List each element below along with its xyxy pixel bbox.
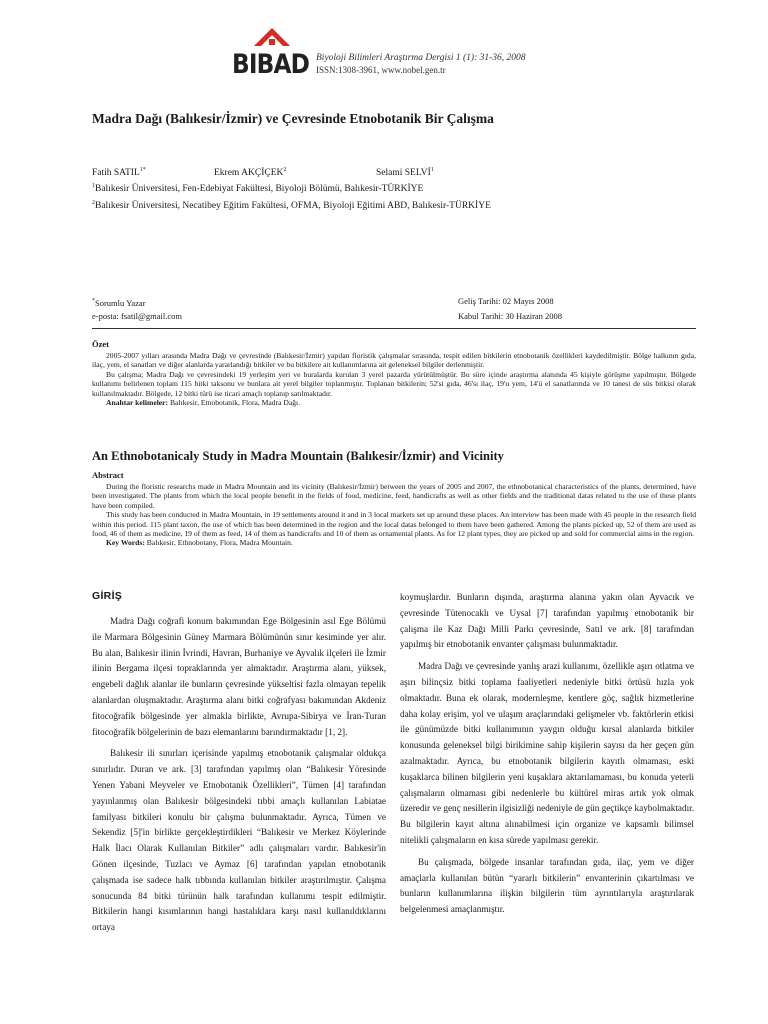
giris-heading: GİRİŞ xyxy=(92,590,123,602)
abstract-paragraph: This study has been conducted in Madra Mountain, in 19 settlements around it and in 3 local markets set up around these places. An interview has been made with 45 people in the research field within this period. 115 plant taxon, the use of which has been determined in the region and the local datas belonged to them have been gathered. Among the plants picked up, 52 of them are used as food, 46 of them as medicine, 19 of them as feed, 14 of them as handicrafts and 10 of them as ornamental plants. As for 12 plant types, they are picked up and sold for commercial aims in the region. xyxy=(92,510,696,539)
author-1: Fatih $SATIL^{1*}$ xyxy=(92,167,146,179)
abstract-heading: Abstract xyxy=(92,470,124,480)
header-divider xyxy=(92,328,696,329)
journal-logo xyxy=(232,26,312,82)
ozet-heading: Özet xyxy=(92,339,109,349)
ozet-paragraph: Bu çalışma; Madra Dağı ve çevresindeki 19 yerleşim yeri ve buralarda kurulan 3 yerel pazarda yürütülmüştür. Bu süre içinde araştırma alanında 45 kişiyle görüşme yapılmıştır. Bölgede kullanımı belirlenen toplam 115 bitki taksonu ve bunlara ait yerel bilgiler toplanmıştır. Toplanan bitkilerin; 52'si gıda, 46'sı ilaç, 19'u yem, 14'ü el sanatlarında ve 10 tanesi de süs bitkisi olarak kullanılmaktadır. Bölgede, 12 bitki türü ise ticari amaçlı toplanıp satılmaktadır. xyxy=(92,369,696,398)
ozet-body xyxy=(92,351,696,407)
author-2: Ekrem AKÇİÇEK$^2$ xyxy=(214,167,287,179)
corresponding-author-label: *Sorumlu Yazar xyxy=(92,297,146,308)
ozet-keywords: Anahtar kelimeler: Balıkesir, Etnobotanik, Flora, Madra Dağı. xyxy=(106,398,301,408)
corresponding-email[interactable]: e-posta: fsatil@gmail.com xyxy=(92,311,182,321)
body-column-right xyxy=(400,590,694,924)
body-paragraph: Madra Dağı coğrafi konum bakımından Ege Bölgesinin asıl Ege Bölümü ile Marmara Bölgesinin Güney Marmara Bölümünün sınır kesiminde yer alır. Bu alan, Balıkesir ilinin İvrindi, Havran, Burhaniye ve Ayvalık ilçeleri ile İzmir ilinin Bergama ilçesi topraklarında yer almaktadır. Araştırma alanı, yüksek, engebeli dağlık alanlar ile bunların çevresinde yükseltisi fazla olmayan tepelik alanlardan oluşmaktadır. Araştırma alanı bitki coğrafyası bakımından Akdeniz fitocoğrafik bölgesinde yer almakla birlikte, Avrupa-Sibirya ve İran-Turan fitocoğrafik bölgelerinin de bazı elemanlarını barındırmaktadır [1, 2]. xyxy=(92,616,386,737)
received-date: Geliş Tarihi: 02 Mayıs 2008 xyxy=(458,296,554,306)
author-3: Selami SELVİ$^1$ xyxy=(376,167,434,179)
abstract-body xyxy=(92,482,696,548)
body-paragraph-continued: koymuşlardır. Bunların dışında, araştırma alanına yakın olan Ayvacık ve çevresinde Tütenocaklı ve Uysal [7] tarafından yapılmış etnobotanik bir çalışma ile Kaz Dağı Milli Parkı çevresinde, Satıl ve ark. [8] tarafından yapılmış bir etnobotanik envanter çalışması bulunmaktadır. xyxy=(400,592,694,650)
body-paragraph: Balıkesir ili sınırları içerisinde yapılmış etnobotanik çalışmalar oldukça sınırlıdır. Duran ve ark. [3] tarafından yapılmış olan “Balıkesir Yöresinde Yenen Yabani Meyveler ve Etnobotanik Özellikleri”, Tümen [4] tarafından yayınlanmış olan Balıkesir bölgesindeki tıbbi amaçlı kullanılan Labiatae familyası bitkileri konulu bir çalışma bulunmaktadır. Ayrıca, Tümen ve Sekendiz [5]'in birlikte gerçekleştirdikleri “Balıkesir ve Merkez Köylerinde Halk İlacı Olarak Kullanılan Bitkiler” adlı çalışmaları vardır. Balıkesir'in Gönen ilçesinde, Tuzlacı ve Aymaz [6] tarafından yapılan etnobotanik çalışmada ise sadece halk tıbbında kullanılan bitkiler araştırılmıştır. Çalışma sonucunda 84 bitki türünün halk tarafından kullanımı tespit edilmiştir. Bitkilerin hangi kısımlarının hangi hastalıklara karşı nasıl kullanıldıklarını ortaya xyxy=(92,748,386,933)
journal-citation: Biyoloji Bilimleri Araştırma Dergisi 1 (1): 31-36, 2008 xyxy=(316,53,526,63)
affiliation-2: $^2$Balıkesir Üniversitesi, Necatibey Eğitim Fakültesi, OFMA, Biyoloji Eğitimi ABD, Balıkesir-TÜRKİYE xyxy=(92,200,491,212)
logo-wordmark: BIBAD xyxy=(232,49,309,80)
accepted-date: Kabul Tarihi: 30 Haziran 2008 xyxy=(458,311,563,321)
ozet-paragraph: 2005-2007 yılları arasında Madra Dağı ve çevresinde (Balıkesir/İzmir) yapılan floristik çalışmalar sırasında, tespit edilen bitkilerin etnobotanik özellikleri kaydedilmiştir. Bölge halkının gıda, ilaç, yem, el sanatları ve diğer alanlarda yararlandığı bitkiler ve bu bitkilere ait kullanımlarına ait geleneksel bilgiler derlenmiştir. xyxy=(92,351,696,370)
issn-line: ISSN:1308-3961, www.nobel.gen.tr xyxy=(316,65,446,75)
body-paragraph: Madra Dağı ve çevresinde yanlış arazi kullanımı, özellikle aşırı otlatma ve aşırı bilinçsiz bitki toplama faaliyetleri nedeniyle bitki örtüsü hızla yok olmaktadır. Buna ek olarak, modernleşme, kentlere göç, sağlık hizmetlerine daha kolay erişim, yol ve ulaşım araçlarındaki gelişmeler vb. faktörlerin etkisi ile günümüzde bitki kullanımının yaygın olduğu kırsal alanlarda bitkiler konusunda geleneksel bilgi birikimine sahip kişilerin sayısı da her geçen gün azalmaktadır. Ayrıca, bu etnobotanik bilgilerin kayıtlı olmaması, eski kuşaklarca bilinen bilgilerin yeni kuşaklara aktarılamaması, bu konuda yeterli çalışmaların olmaması gibi nedenlerle bu kültürel miras artık yok olmak üzeredir ve genç nesillerin ilgisizliği nedeniyle de gün geçtikçe kaybolmaktadır. Bu bilgilerin kayıt altına alınabilmesi için organize ve kapsamlı bilimsel nitelikli çalışmaların en kısa sürede yapılması gerekir. xyxy=(400,661,694,845)
body-column-left xyxy=(92,614,386,942)
affiliation-1: $^1$Balıkesir Üniversitesi, Fen-Edebiyat Fakültesi, Biyoloji Bölümü, Balıkesir-TÜRKİYE xyxy=(92,183,424,195)
article-title-tr: Madra Dağı (Balıkesir/İzmir) ve Çevresinde Etnobotanik Bir Çalışma xyxy=(92,111,494,126)
body-paragraph: Bu çalışmada, bölgede insanlar tarafından gıda, ilaç, yem ve diğer amaçlarla kullanılan bütün “yararlı bitkilerin” envanterinin çıkartılması ve bunların kullanımlarına ilişkin bilgilerin tüm ayrıntılarıyla araştırılarak belgelenmesi amaçlanmıştır. xyxy=(400,856,694,915)
abstract-keywords: Key Words: Balıkesir, Ethnobotany, Flora, Madra Mountain. xyxy=(106,538,293,548)
article-title-en: An Ethnobotanicaly Study in Madra Mountain (Balıkesir/İzmir) and Vicinity xyxy=(92,449,504,463)
abstract-paragraph: During the floristic researchs made in Madra Mountain and its vicinity (Balıkesir/İzmir) between the years of 2005 and 2007, the ethnobotanical characteristics of the plants, determined, have been investigated. The plants from which the local people benefit in the fields of food, medicine, feed, handicrafts as well as other fields and the traditional datas related to the use of these plants have been compiled. xyxy=(92,482,696,510)
